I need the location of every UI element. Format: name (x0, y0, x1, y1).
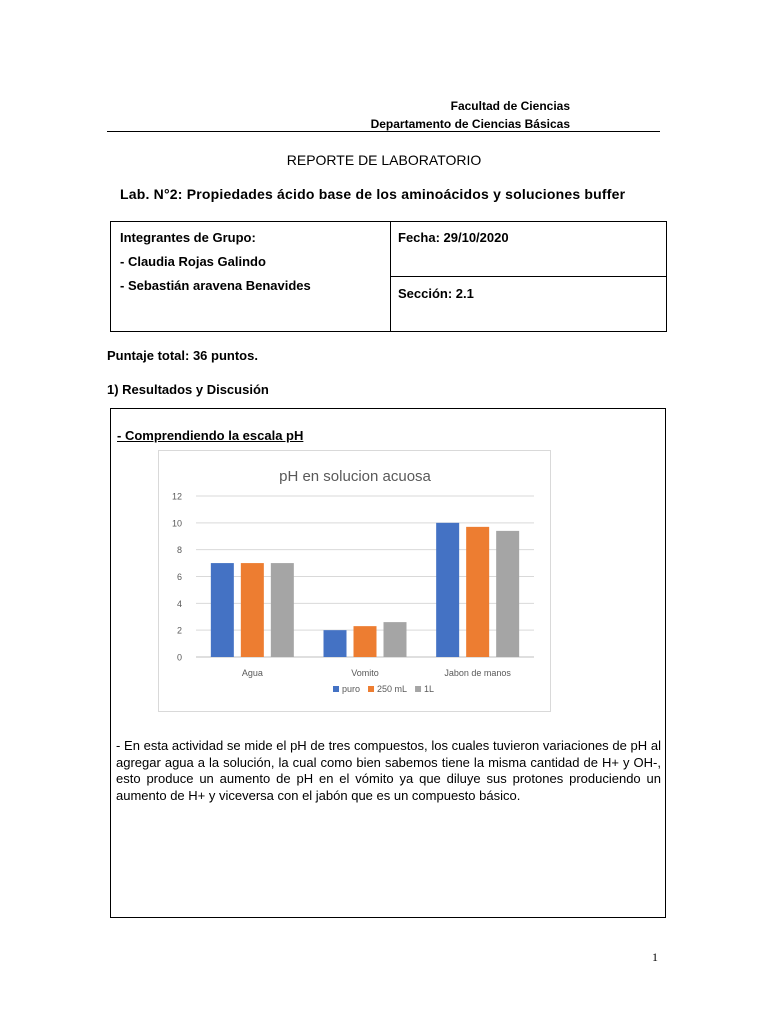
bar (241, 563, 264, 657)
bar (436, 523, 459, 657)
results-box (110, 408, 666, 918)
x-tick-label: Vomito (351, 668, 379, 678)
legend-swatch (333, 686, 339, 692)
legend-swatch (415, 686, 421, 692)
lab-title: Lab. N°2: Propiedades ácido base de los aminoácidos y soluciones buffer (120, 186, 626, 202)
discussion-text: - En esta actividad se mide el pH de tres compuestos, los cuales tuvieron variaciones de pH al agregar agua a la solución, la cual como bien sabemos tiene la misma cantidad de H+ y OH-, esto produce un aumento de pH en el vómito ya que diluye sus protones produciendo un aumento de H+ y viceversa con el jabón que es un compuesto básico. (116, 738, 661, 803)
y-tick-label: 2 (176, 625, 182, 636)
x-tick-label: Jabon de manos (444, 668, 511, 678)
table-divider-horizontal (390, 276, 666, 277)
chart (158, 450, 551, 712)
legend-swatch (368, 686, 374, 692)
header-divider (107, 131, 660, 132)
subheading: - Comprendiendo la escala pH (117, 428, 304, 443)
y-tick-label: 10 (171, 518, 182, 529)
header-faculty: Facultad de Ciencias (450, 99, 570, 113)
group-member: - Sebastián aravena Benavides (120, 278, 311, 293)
report-date: Fecha: 29/10/2020 (398, 230, 509, 245)
y-tick-label: 6 (176, 572, 182, 582)
report-section: Sección: 2.1 (398, 286, 474, 301)
bar (466, 527, 489, 657)
y-tick-label: 4 (176, 598, 182, 609)
bar (271, 563, 294, 657)
total-score: Puntaje total: 36 puntos. (107, 348, 258, 363)
page-number: 1 (652, 950, 658, 964)
y-tick-label: 12 (171, 491, 182, 502)
bar (324, 630, 347, 657)
header-department: Departamento de Ciencias Básicas (370, 117, 570, 131)
info-table (110, 221, 667, 332)
bar (354, 626, 377, 657)
group-label: Integrantes de Grupo: (120, 230, 256, 245)
y-tick-label: 0 (176, 652, 182, 663)
chart-title: pH en solucion acuosa (279, 468, 431, 485)
bar (496, 531, 519, 657)
legend-label: 1L (424, 684, 435, 694)
legend-label: puro (342, 684, 361, 694)
bar (211, 563, 234, 657)
y-tick-label: 8 (176, 545, 182, 556)
group-member: - Claudia Rojas Galindo (120, 254, 266, 269)
legend-label: 250 mL (377, 684, 408, 694)
report-title: REPORTE DE LABORATORIO (286, 152, 482, 168)
chart-svg (159, 451, 550, 711)
bar (384, 622, 407, 657)
x-tick-label: Agua (241, 668, 263, 678)
section-heading: 1) Resultados y Discusión (107, 382, 269, 397)
